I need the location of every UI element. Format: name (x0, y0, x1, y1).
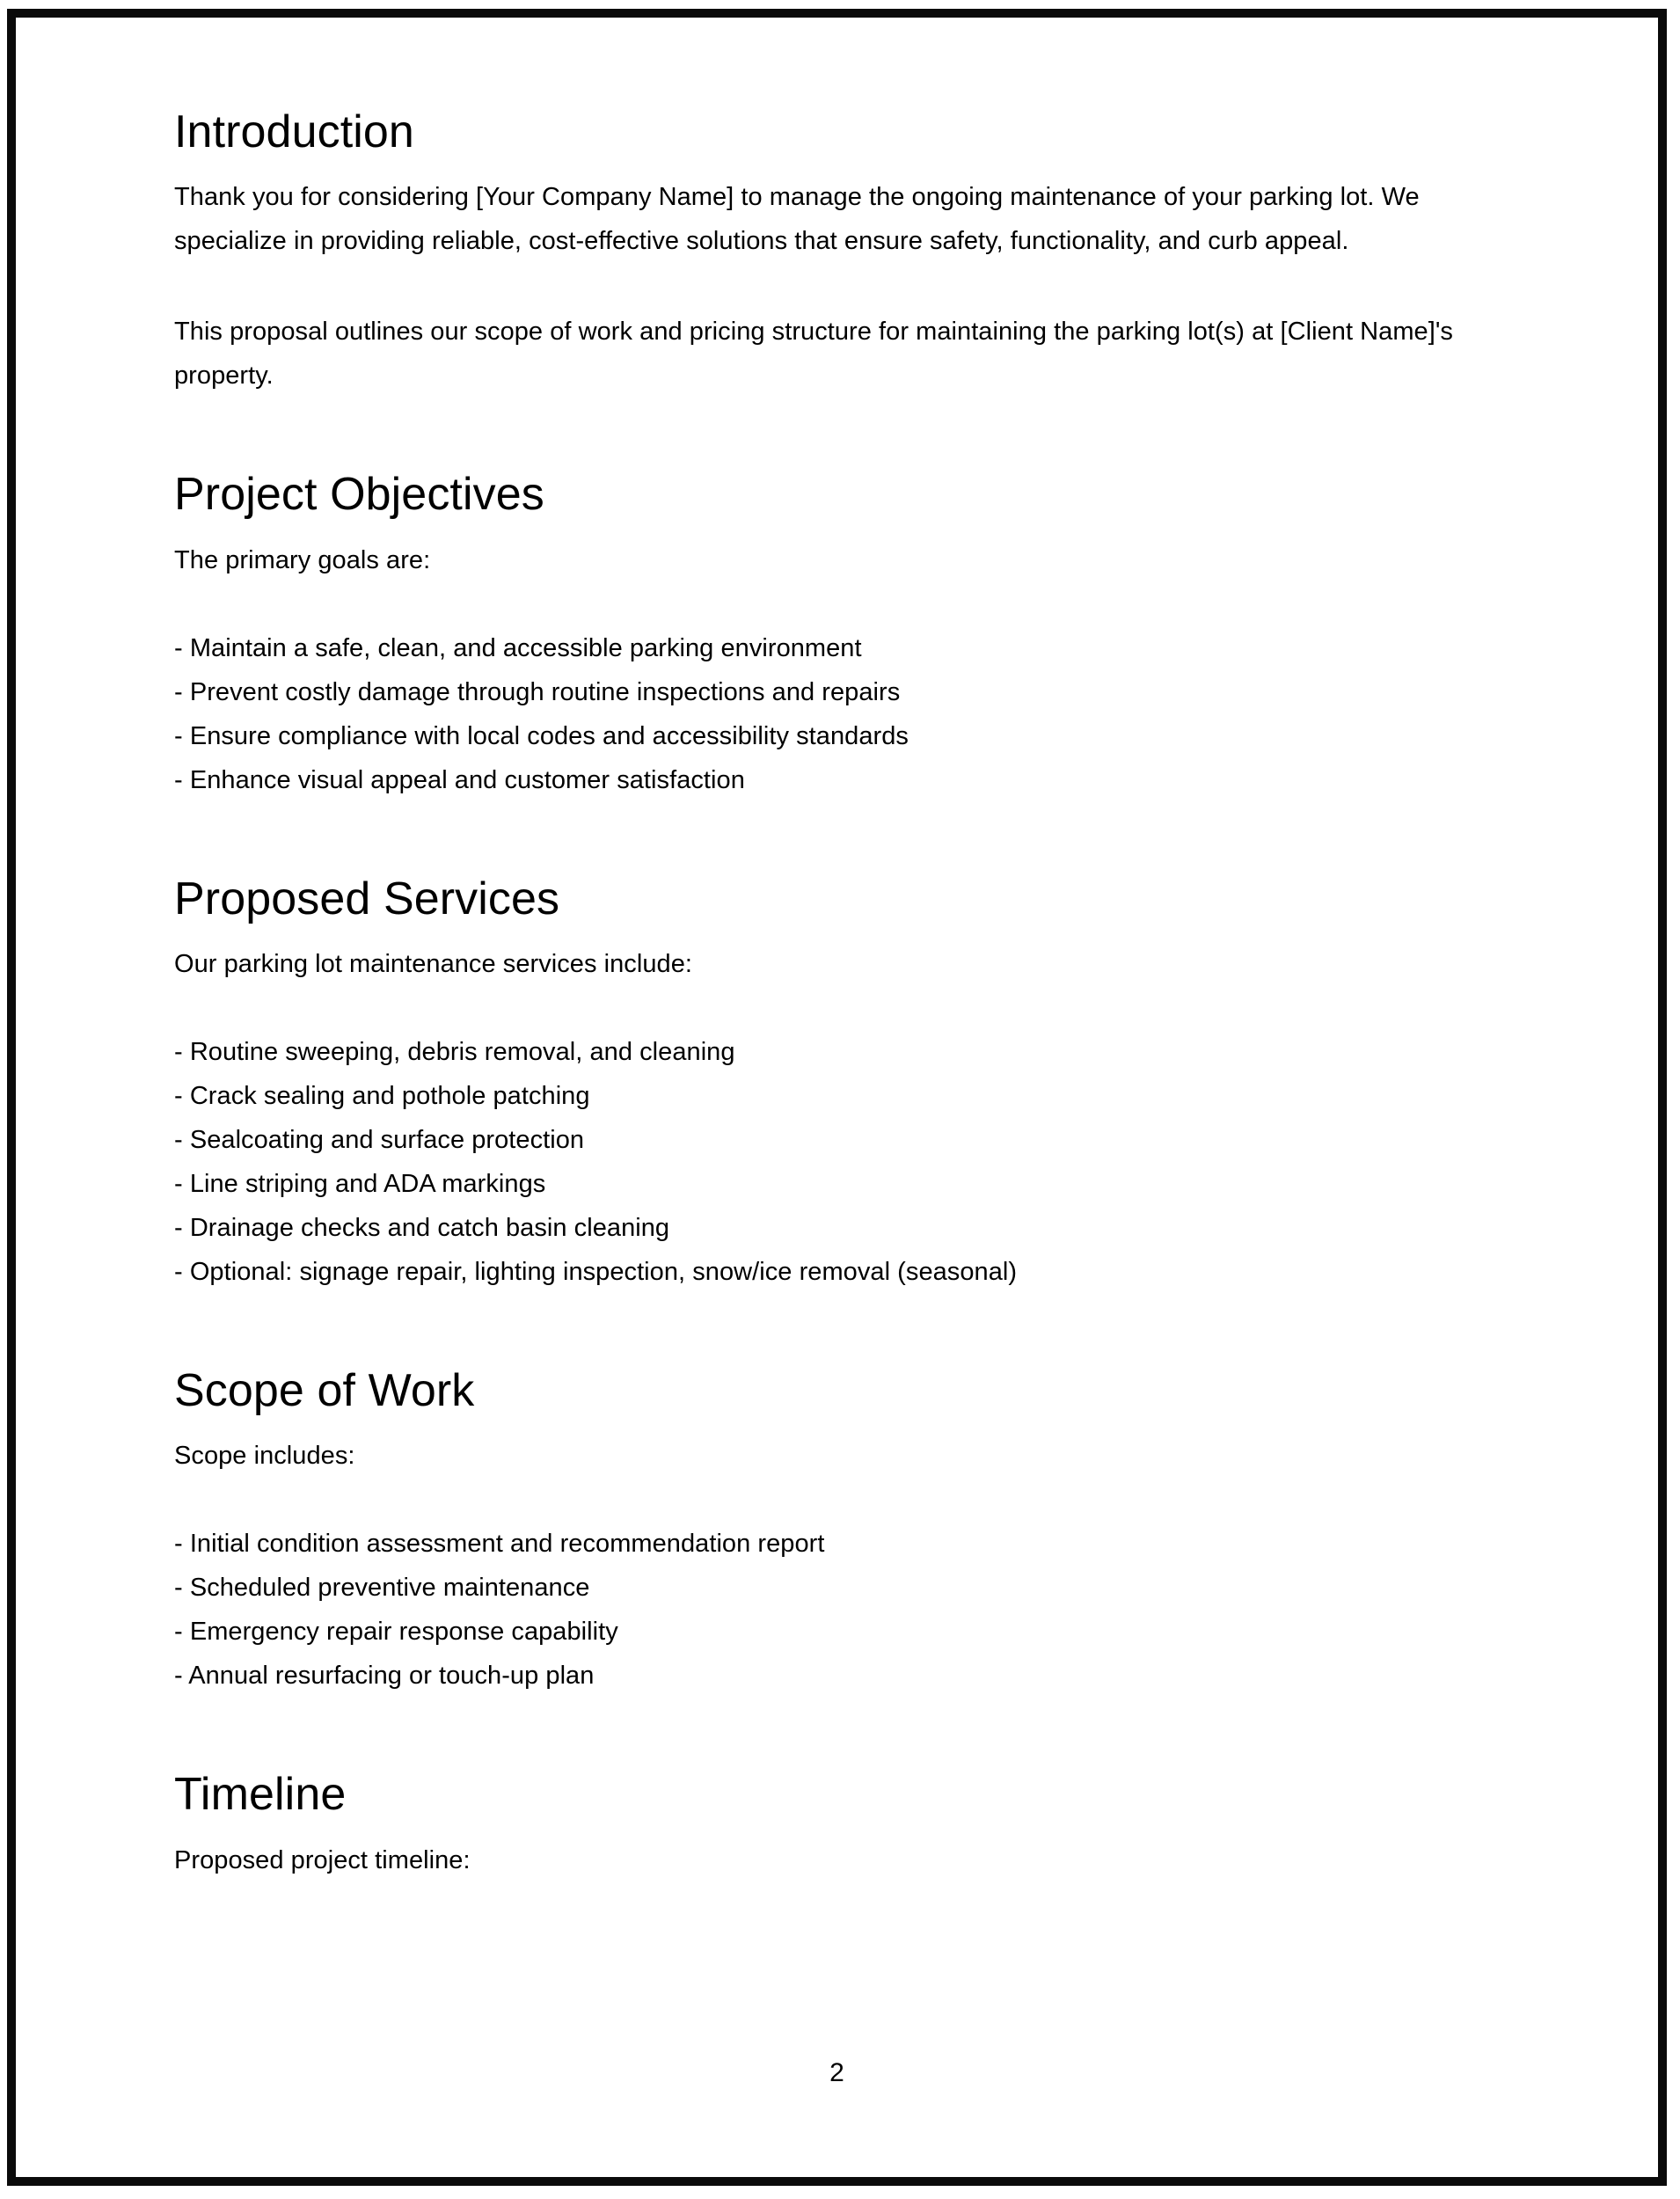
section-heading-scope-of-work: Scope of Work (174, 1365, 475, 1417)
lead-in-proposed-services: Our parking lot maintenance services include: (174, 950, 692, 979)
list-item: - Maintain a safe, clean, and accessible parking environment (174, 633, 862, 662)
spacer (174, 802, 1529, 873)
page-border-frame (7, 9, 1667, 2186)
spacer (174, 522, 1529, 538)
lead-in-scope-of-work: Scope includes: (174, 1442, 355, 1471)
list-item: - Initial condition assessment and recommendation report (174, 1530, 825, 1559)
list-item: - Prevent costly damage through routine inspections and repairs (174, 677, 901, 706)
bullet-list-scope-of-work (174, 1522, 1529, 1698)
paragraph-intro-1: Thank you for considering [Your Company Name] to manage the ongoing maintenance of your parking lot. We specialize in providing reliable, cost-effective solutions that ensure safety, functionality, and curb appeal. (174, 183, 1420, 256)
spacer (174, 263, 1529, 310)
spacer (174, 1478, 1529, 1522)
section-heading-proposed-services: Proposed Services (174, 873, 560, 924)
list-item: - Routine sweeping, debris removal, and cleaning (174, 1038, 735, 1067)
spacer (174, 1823, 1529, 1838)
section-proposed-services (174, 873, 1529, 1294)
spacer (174, 398, 1529, 468)
list-item: - Enhance visual appeal and customer satisfaction (174, 765, 745, 794)
list-item: - Sealcoating and surface protection (174, 1126, 585, 1155)
spacer (174, 1418, 1529, 1434)
section-heading-timeline: Timeline (174, 1769, 347, 1821)
list-item: - Annual resurfacing or touch-up plan (174, 1662, 595, 1691)
section-project-objectives (174, 468, 1529, 801)
page-number: 2 (829, 2058, 844, 2087)
section-timeline (174, 1768, 1529, 1881)
spacer (174, 582, 1529, 626)
spacer (174, 986, 1529, 1030)
lead-in-project-objectives: The primary goals are: (174, 545, 431, 574)
paragraph-intro-2: This proposal outlines our scope of work and pricing structure for maintaining the parking lot(s) at [Client Name]'s property. (174, 318, 1453, 391)
document-content (174, 106, 1529, 1882)
section-heading-project-objectives: Project Objectives (174, 469, 544, 521)
bullet-list-proposed-services (174, 1030, 1529, 1294)
section-heading-introduction: Introduction (174, 106, 414, 157)
section-introduction (174, 106, 1529, 398)
list-item: - Drainage checks and catch basin cleaning (174, 1214, 670, 1243)
spacer (174, 1294, 1529, 1364)
list-item: - Optional: signage repair, lighting inspection, snow/ice removal (seasonal) (174, 1258, 1018, 1287)
list-item: - Ensure compliance with local codes and accessibility standards (174, 721, 909, 750)
spacer (174, 926, 1529, 942)
page-canvas (16, 18, 1658, 2177)
list-item: - Crack sealing and pothole patching (174, 1082, 590, 1111)
list-item: - Scheduled preventive maintenance (174, 1574, 590, 1603)
bullet-list-project-objectives (174, 626, 1529, 802)
spacer (174, 159, 1529, 175)
spacer (174, 1698, 1529, 1768)
section-scope-of-work (174, 1364, 1529, 1698)
list-item: - Line striping and ADA markings (174, 1170, 546, 1199)
lead-in-timeline: Proposed project timeline: (174, 1845, 471, 1874)
list-item: - Emergency repair response capability (174, 1618, 618, 1647)
